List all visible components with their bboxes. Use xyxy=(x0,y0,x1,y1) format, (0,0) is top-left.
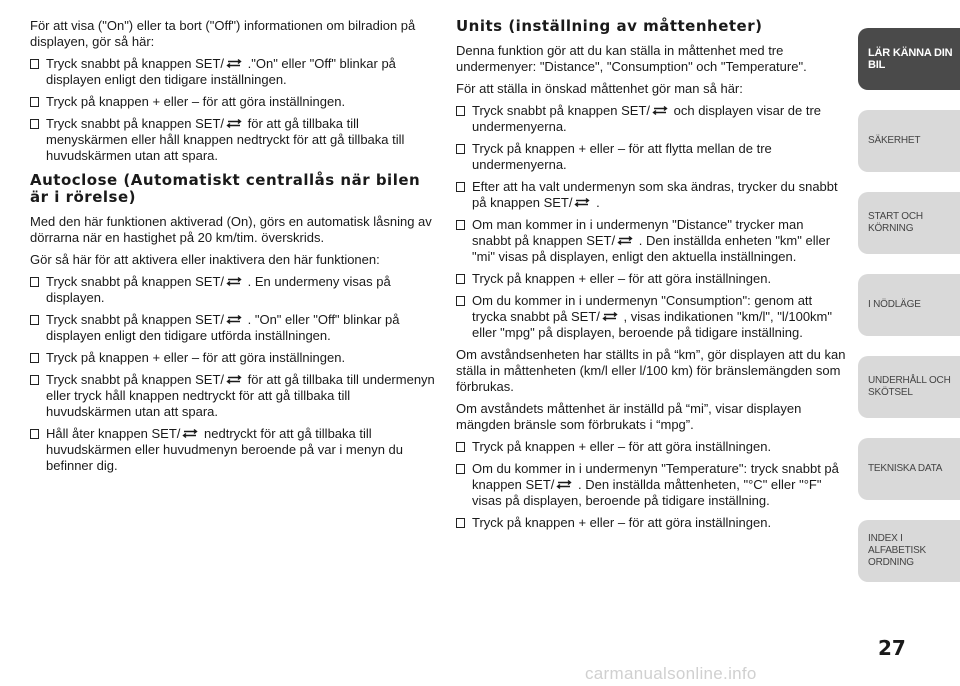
item-text: Tryck snabbt på knappen SET/ xyxy=(46,372,225,387)
list-item xyxy=(456,141,846,173)
bullet-list-3 xyxy=(456,103,846,341)
list-item xyxy=(456,179,846,211)
checkbox-bullet-icon xyxy=(30,119,39,129)
checkbox-bullet-icon xyxy=(30,277,39,287)
checkbox-bullet-icon xyxy=(30,375,39,385)
mid-column xyxy=(456,18,846,537)
sidebar-tab[interactable] xyxy=(858,356,960,418)
sidebar-tab[interactable] xyxy=(858,110,960,172)
sidebar-tab-label: SÄKERHET xyxy=(868,135,921,146)
item-text: Tryck snabbt på knappen SET/ xyxy=(472,103,651,118)
list-item xyxy=(30,372,438,420)
item-text-continued: för att gå tillbaka till undermenyn eller tryck håll knappen nedtryckt för att gå tillbaka till huvudskärmen utan att spara. xyxy=(46,372,435,419)
bullet-list-1 xyxy=(30,56,438,164)
return-arrows-icon xyxy=(224,276,244,287)
autoclose-heading: Autoclose (Automatiskt centrallås när bilen är i rörelse) xyxy=(30,171,421,206)
checkbox-bullet-icon xyxy=(456,106,465,116)
checkbox-bullet-icon xyxy=(456,518,465,528)
item-text: Om du kommer in i undermenyn "Consumption": genom att trycka snabbt på SET/ xyxy=(472,293,813,324)
checkbox-bullet-icon xyxy=(456,144,465,154)
bullet-list-4 xyxy=(456,439,846,531)
item-text-continued: för att gå tillbaka till menyskärmen eller håll knappen nedtryckt för att gå tillbaka till huvudskärmen utan att spara. xyxy=(46,116,405,163)
return-arrows-icon xyxy=(224,58,244,69)
sidebar-tab-label: TEKNISKA DATA xyxy=(868,463,943,474)
return-arrows-icon xyxy=(224,118,244,129)
sidebar-tab[interactable] xyxy=(858,438,960,500)
item-text-continued: . En undermeny visas på displayen. xyxy=(46,274,391,305)
list-item xyxy=(30,426,438,474)
return-arrows-icon xyxy=(615,235,635,246)
checkbox-bullet-icon xyxy=(30,353,39,363)
item-text-continued: , visas indikationen "km/l", "l/100km" eller "mpg" på displayen, beroende på tidigare inställning. xyxy=(472,309,833,340)
item-text-continued: . "On" eller "Off" blinkar på displayen enligt den tidigare utförda inställningen. xyxy=(46,312,400,343)
list-item xyxy=(30,94,438,110)
return-arrows-icon xyxy=(180,428,200,439)
item-text: Tryck snabbt på knappen SET/ xyxy=(46,56,225,71)
list-item xyxy=(30,350,438,366)
sidebar-tab-label: UNDERHÅLL OCH SKÖTSEL xyxy=(868,375,951,398)
item-text: Tryck på knappen + eller – för att göra inställningen. xyxy=(46,350,346,365)
checkbox-bullet-icon xyxy=(456,442,465,452)
checkbox-bullet-icon xyxy=(30,59,39,69)
checkbox-bullet-icon xyxy=(30,97,39,107)
sidebar-tab-label: INDEX I ALFABETISK ORDNING xyxy=(868,533,927,568)
item-text: Tryck på knappen + eller – för att göra inställningen. xyxy=(472,271,772,286)
return-arrows-icon xyxy=(224,314,244,325)
list-item xyxy=(30,312,438,344)
watermark: carmanualsonline.info xyxy=(585,664,757,683)
autoclose-description: Med den här funktionen aktiverad (On), görs en automatisk låsning av dörrarna när en hastighet på 20 km/tim. överskrids. xyxy=(30,214,432,245)
list-item xyxy=(30,116,438,164)
checkbox-bullet-icon xyxy=(456,182,465,192)
return-arrows-icon xyxy=(554,479,574,490)
item-text: Tryck snabbt på knappen SET/ xyxy=(46,312,225,327)
list-item xyxy=(456,439,846,455)
item-text-continued: och displayen visar de tre undermenyerna. xyxy=(472,103,822,134)
item-text: Tryck snabbt på knappen SET/ xyxy=(46,116,225,131)
sidebar-tab-label: I NÖDLÄGE xyxy=(868,299,921,310)
checkbox-bullet-icon xyxy=(30,315,39,325)
item-text: Tryck på knappen + eller – för att flytta mellan de tre undermenyerna. xyxy=(472,141,772,172)
return-arrows-icon xyxy=(600,311,620,322)
item-text: Om du kommer in i undermenyn "Temperature": tryck snabbt på knappen SET/ xyxy=(472,461,839,492)
item-text: Tryck snabbt på knappen SET/ xyxy=(46,274,225,289)
sidebar-tab[interactable] xyxy=(858,192,960,254)
chapter-sidebar xyxy=(858,28,960,602)
checkbox-bullet-icon xyxy=(30,429,39,439)
bullet-list-2 xyxy=(30,274,438,474)
checkbox-bullet-icon xyxy=(456,296,465,306)
item-text: Håll åter knappen SET/ xyxy=(46,426,181,441)
item-text: Efter att ha valt undermenyn som ska ändras, trycker du snabbt på knappen SET/ xyxy=(472,179,838,210)
list-item xyxy=(456,271,846,287)
item-text: Tryck på knappen + eller – för att göra inställningen. xyxy=(46,94,346,109)
page-number: 27 xyxy=(878,636,906,660)
list-item xyxy=(456,461,846,509)
intro-paragraph: För att visa ("On") eller ta bort ("Off") informationen om bilradion på displayen, gör så här: xyxy=(30,18,416,49)
item-text: Om man kommer in i undermenyn "Distance" trycker man snabbt på knappen SET/ xyxy=(472,217,804,248)
units-instruction: För att ställa in önskad måttenhet gör man så här: xyxy=(456,81,743,96)
list-item xyxy=(456,103,846,135)
return-arrows-icon xyxy=(224,374,244,385)
sidebar-tab-label: LÄR KÄNNA DIN BIL xyxy=(868,47,953,71)
checkbox-bullet-icon xyxy=(456,274,465,284)
list-item xyxy=(30,274,438,306)
units-description: Denna funktion gör att du kan ställa in måttenhet med tre undermenyer: "Distance", "Consumption" och "Temperature". xyxy=(456,43,807,74)
sidebar-tab[interactable] xyxy=(858,274,960,336)
item-text-continued: . xyxy=(592,195,600,210)
autoclose-instruction: Gör så här för att aktivera eller inaktivera den här funktionen: xyxy=(30,252,380,267)
item-text: Tryck på knappen + eller – för att göra inställningen. xyxy=(472,515,772,530)
sidebar-tab-label: START OCH KÖRNING xyxy=(868,211,923,234)
left-column xyxy=(30,18,438,480)
return-arrows-icon xyxy=(650,105,670,116)
checkbox-bullet-icon xyxy=(456,464,465,474)
item-text: Tryck på knappen + eller – för att göra inställningen. xyxy=(472,439,772,454)
return-arrows-icon xyxy=(572,197,592,208)
list-item xyxy=(30,56,438,88)
sidebar-tab[interactable] xyxy=(858,520,960,582)
distance-km-note: Om avståndsenheten har ställts in på “km”, gör displayen att du kan ställa in måttenheten (km/l eller l/100 km) för bränslemängden som förbrukas. xyxy=(456,347,846,394)
units-heading: Units (inställning av måttenheter) xyxy=(456,17,763,35)
item-text-continued: . Den inställda enheten "km" eller "mi" visas på displayen, enligt den aktuella inställningen. xyxy=(472,233,831,264)
sidebar-tab[interactable] xyxy=(858,28,960,90)
item-text-continued: nedtryckt för att gå tillbaka till huvudskärmen eller huvudmenyn beroende på var i menyn du befinner dig. xyxy=(46,426,403,473)
checkbox-bullet-icon xyxy=(456,220,465,230)
list-item xyxy=(456,293,846,341)
item-text-continued: ."On" eller "Off" blinkar på displayen enligt den tidigare inställningen. xyxy=(46,56,396,87)
list-item xyxy=(456,515,846,531)
distance-mi-note: Om avståndets måttenhet är inställd på “mi”, visar displayen mängden bränsle som förbrukats i “mpg”. xyxy=(456,401,802,432)
item-text-continued: . Den inställda måttenheten, "°C" eller "°F" visas på displayen, beroende på tidigare inställning. xyxy=(472,477,822,508)
list-item xyxy=(456,217,846,265)
